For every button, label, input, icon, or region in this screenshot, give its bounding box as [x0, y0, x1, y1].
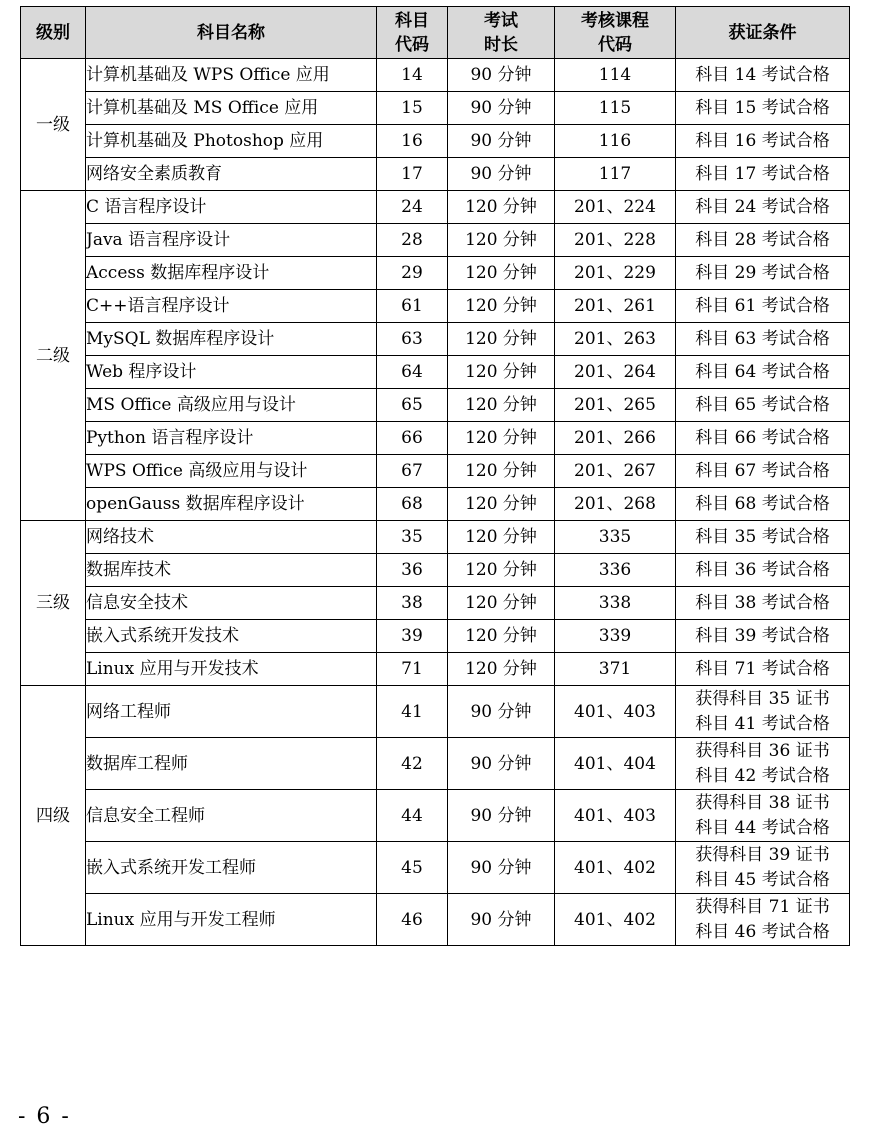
subject-name-cell: 数据库技术	[86, 554, 377, 587]
condition-line: 科目 66 考试合格	[695, 427, 830, 448]
header-course-code	[555, 7, 676, 59]
course-code-cell: 201、224	[555, 191, 676, 224]
header-certificate-condition: 获证条件	[676, 7, 850, 59]
certificate-condition-cell	[676, 158, 850, 191]
exam-duration-cell: 120 分钟	[448, 356, 555, 389]
course-code-cell: 339	[555, 620, 676, 653]
certificate-condition-cell	[676, 224, 850, 257]
condition-line: 获得科目 36 证书	[695, 740, 830, 761]
certificate-condition-cell	[676, 191, 850, 224]
table-row	[21, 554, 850, 587]
exam-duration-cell: 120 分钟	[448, 323, 555, 356]
subject-code-cell: 42	[377, 738, 448, 790]
subject-code-cell: 39	[377, 620, 448, 653]
exam-duration-cell: 90 分钟	[448, 842, 555, 894]
condition-line: 科目 36 考试合格	[695, 559, 830, 580]
subject-name-cell: openGauss 数据库程序设计	[86, 488, 377, 521]
condition-line: 科目 61 考试合格	[695, 295, 830, 316]
subject-code-cell: 63	[377, 323, 448, 356]
certificate-condition-cell	[676, 125, 850, 158]
table-row	[21, 587, 850, 620]
certificate-condition-cell	[676, 790, 850, 842]
course-code-cell: 201、265	[555, 389, 676, 422]
table-row	[21, 191, 850, 224]
course-code-cell: 401、402	[555, 894, 676, 946]
subject-name-cell: Web 程序设计	[86, 356, 377, 389]
certificate-condition-cell	[676, 620, 850, 653]
table-row	[21, 290, 850, 323]
exam-duration-cell: 120 分钟	[448, 653, 555, 686]
subject-name-cell: C++语言程序设计	[86, 290, 377, 323]
subject-name-cell: Linux 应用与开发技术	[86, 653, 377, 686]
level-cell: 四级	[21, 686, 86, 946]
course-code-cell: 401、403	[555, 686, 676, 738]
subject-code-cell: 61	[377, 290, 448, 323]
subject-name-cell: 嵌入式系统开发工程师	[86, 842, 377, 894]
certificate-condition-cell	[676, 323, 850, 356]
subject-name-cell: MS Office 高级应用与设计	[86, 389, 377, 422]
subject-code-cell: 46	[377, 894, 448, 946]
subject-code-cell: 38	[377, 587, 448, 620]
subject-code-cell: 66	[377, 422, 448, 455]
header-subject-code	[377, 7, 448, 59]
subject-code-cell: 64	[377, 356, 448, 389]
condition-line: 科目 44 考试合格	[695, 817, 830, 838]
condition-line: 科目 16 考试合格	[695, 130, 830, 151]
subject-name-cell: Java 语言程序设计	[86, 224, 377, 257]
subject-code-cell: 35	[377, 521, 448, 554]
course-code-cell: 201、267	[555, 455, 676, 488]
exam-duration-cell: 120 分钟	[448, 488, 555, 521]
exam-subjects-table	[20, 6, 850, 946]
course-code-cell: 371	[555, 653, 676, 686]
subject-code-cell: 28	[377, 224, 448, 257]
header-subject-name: 科目名称	[86, 7, 377, 59]
condition-line: 科目 14 考试合格	[695, 64, 830, 85]
table-row	[21, 894, 850, 946]
certificate-condition-cell	[676, 894, 850, 946]
certificate-condition-cell	[676, 554, 850, 587]
condition-line: 科目 15 考试合格	[695, 97, 830, 118]
exam-duration-cell: 120 分钟	[448, 587, 555, 620]
subject-name-cell: Python 语言程序设计	[86, 422, 377, 455]
course-code-cell: 201、266	[555, 422, 676, 455]
subject-code-cell: 71	[377, 653, 448, 686]
subject-code-cell: 65	[377, 389, 448, 422]
course-code-cell: 201、228	[555, 224, 676, 257]
subject-code-cell: 36	[377, 554, 448, 587]
subject-name-cell: 嵌入式系统开发技术	[86, 620, 377, 653]
course-code-cell: 201、261	[555, 290, 676, 323]
level-cell: 二级	[21, 191, 86, 521]
table-row	[21, 738, 850, 790]
course-code-cell: 115	[555, 92, 676, 125]
table-body	[21, 59, 850, 946]
course-code-cell: 335	[555, 521, 676, 554]
certificate-condition-cell	[676, 587, 850, 620]
condition-line: 科目 64 考试合格	[695, 361, 830, 382]
course-code-cell: 401、403	[555, 790, 676, 842]
exam-duration-cell: 90 分钟	[448, 738, 555, 790]
course-code-cell: 336	[555, 554, 676, 587]
exam-duration-cell: 120 分钟	[448, 455, 555, 488]
certificate-condition-cell	[676, 738, 850, 790]
table-row	[21, 323, 850, 356]
course-code-cell: 117	[555, 158, 676, 191]
subject-name-cell: 信息安全工程师	[86, 790, 377, 842]
table-row	[21, 59, 850, 92]
exam-duration-cell: 120 分钟	[448, 521, 555, 554]
course-code-cell: 116	[555, 125, 676, 158]
exam-duration-cell: 120 分钟	[448, 554, 555, 587]
header-course-code-line2: 代码	[598, 34, 632, 55]
certificate-condition-cell	[676, 488, 850, 521]
table-row	[21, 125, 850, 158]
level-cell: 三级	[21, 521, 86, 686]
condition-line: 科目 63 考试合格	[695, 328, 830, 349]
subject-name-cell: Linux 应用与开发工程师	[86, 894, 377, 946]
subject-code-cell: 41	[377, 686, 448, 738]
subject-name-cell: 数据库工程师	[86, 738, 377, 790]
exam-duration-cell: 90 分钟	[448, 92, 555, 125]
exam-duration-cell: 120 分钟	[448, 422, 555, 455]
condition-line: 科目 28 考试合格	[695, 229, 830, 250]
subject-name-cell: 信息安全技术	[86, 587, 377, 620]
condition-line: 科目 41 考试合格	[695, 713, 830, 734]
condition-line: 获得科目 39 证书	[695, 844, 830, 865]
subject-name-cell: WPS Office 高级应用与设计	[86, 455, 377, 488]
subject-code-cell: 14	[377, 59, 448, 92]
certificate-condition-cell	[676, 422, 850, 455]
subject-code-cell: 68	[377, 488, 448, 521]
subject-name-cell: 网络安全素质教育	[86, 158, 377, 191]
table-row	[21, 389, 850, 422]
condition-line: 科目 42 考试合格	[695, 765, 830, 786]
header-subject-code-line1: 科目	[395, 10, 429, 31]
exam-duration-cell: 120 分钟	[448, 257, 555, 290]
condition-line: 科目 67 考试合格	[695, 460, 830, 481]
subject-code-cell: 16	[377, 125, 448, 158]
subject-name-cell: 网络技术	[86, 521, 377, 554]
subject-name-cell: 计算机基础及 MS Office 应用	[86, 92, 377, 125]
header-subject-code-line2: 代码	[395, 34, 429, 55]
exam-duration-cell: 120 分钟	[448, 389, 555, 422]
subject-code-cell: 24	[377, 191, 448, 224]
condition-line: 科目 17 考试合格	[695, 163, 830, 184]
exam-duration-cell: 90 分钟	[448, 790, 555, 842]
course-code-cell: 114	[555, 59, 676, 92]
condition-line: 科目 46 考试合格	[695, 921, 830, 942]
exam-duration-cell: 90 分钟	[448, 894, 555, 946]
course-code-cell: 201、229	[555, 257, 676, 290]
certificate-condition-cell	[676, 842, 850, 894]
exam-duration-cell: 90 分钟	[448, 686, 555, 738]
header-course-code-line1: 考核课程	[581, 10, 649, 31]
subject-code-cell: 44	[377, 790, 448, 842]
certificate-condition-cell	[676, 455, 850, 488]
level-cell: 一级	[21, 59, 86, 191]
subject-name-cell: 计算机基础及 Photoshop 应用	[86, 125, 377, 158]
certificate-condition-cell	[676, 59, 850, 92]
table-row	[21, 653, 850, 686]
exam-duration-cell: 90 分钟	[448, 59, 555, 92]
certificate-condition-cell	[676, 389, 850, 422]
table-row	[21, 356, 850, 389]
course-code-cell: 401、404	[555, 738, 676, 790]
course-code-cell: 401、402	[555, 842, 676, 894]
condition-line: 获得科目 38 证书	[695, 792, 830, 813]
subject-name-cell: C 语言程序设计	[86, 191, 377, 224]
exam-duration-cell: 120 分钟	[448, 620, 555, 653]
condition-line: 科目 29 考试合格	[695, 262, 830, 283]
subject-code-cell: 29	[377, 257, 448, 290]
certificate-condition-cell	[676, 257, 850, 290]
subject-name-cell: 网络工程师	[86, 686, 377, 738]
table-row	[21, 92, 850, 125]
exam-duration-cell: 90 分钟	[448, 125, 555, 158]
subject-name-cell: 计算机基础及 WPS Office 应用	[86, 59, 377, 92]
table-row	[21, 257, 850, 290]
subject-name-cell: MySQL 数据库程序设计	[86, 323, 377, 356]
course-code-cell: 201、263	[555, 323, 676, 356]
table-row	[21, 620, 850, 653]
header-exam-duration-line2: 时长	[484, 34, 518, 55]
exam-duration-cell: 120 分钟	[448, 290, 555, 323]
table-row	[21, 422, 850, 455]
subject-code-cell: 15	[377, 92, 448, 125]
condition-line: 获得科目 71 证书	[695, 896, 830, 917]
certificate-condition-cell	[676, 290, 850, 323]
certificate-condition-cell	[676, 653, 850, 686]
certificate-condition-cell	[676, 521, 850, 554]
certificate-condition-cell	[676, 356, 850, 389]
subject-name-cell: Access 数据库程序设计	[86, 257, 377, 290]
table-row	[21, 224, 850, 257]
header-exam-duration	[448, 7, 555, 59]
condition-line: 科目 24 考试合格	[695, 196, 830, 217]
exam-duration-cell: 90 分钟	[448, 158, 555, 191]
subject-code-cell: 17	[377, 158, 448, 191]
condition-line: 科目 38 考试合格	[695, 592, 830, 613]
condition-line: 科目 35 考试合格	[695, 526, 830, 547]
certificate-condition-cell	[676, 686, 850, 738]
condition-line: 科目 45 考试合格	[695, 869, 830, 890]
condition-line: 获得科目 35 证书	[695, 688, 830, 709]
table-row	[21, 842, 850, 894]
condition-line: 科目 65 考试合格	[695, 394, 830, 415]
exam-duration-cell: 120 分钟	[448, 191, 555, 224]
course-code-cell: 201、264	[555, 356, 676, 389]
header-level: 级别	[21, 7, 86, 59]
table-row	[21, 488, 850, 521]
subject-code-cell: 45	[377, 842, 448, 894]
exam-duration-cell: 120 分钟	[448, 224, 555, 257]
table-row	[21, 521, 850, 554]
table-row	[21, 455, 850, 488]
header-exam-duration-line1: 考试	[484, 10, 518, 31]
certificate-condition-cell	[676, 92, 850, 125]
table-row	[21, 790, 850, 842]
condition-line: 科目 39 考试合格	[695, 625, 830, 646]
table-row	[21, 158, 850, 191]
course-code-cell: 338	[555, 587, 676, 620]
table-row	[21, 686, 850, 738]
table-header-row	[21, 7, 850, 59]
course-code-cell: 201、268	[555, 488, 676, 521]
condition-line: 科目 71 考试合格	[695, 658, 830, 679]
page-number: - 6 -	[18, 1104, 71, 1129]
subject-code-cell: 67	[377, 455, 448, 488]
condition-line: 科目 68 考试合格	[695, 493, 830, 514]
